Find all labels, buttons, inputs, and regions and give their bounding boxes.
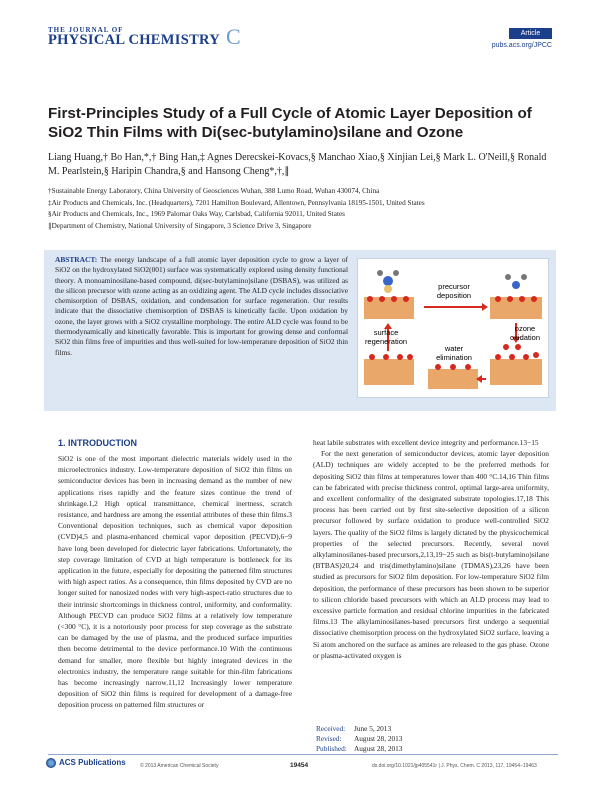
acs-icon <box>46 758 56 768</box>
label-precursor: precursor <box>438 282 470 291</box>
affiliation: †Sustainable Energy Laboratory, China University of Geosciences Wuhan, 388 Lumo Road, Wuhan 430074, China <box>48 187 380 195</box>
slab-top-left <box>364 270 414 319</box>
label-ozone: ozone <box>514 324 536 333</box>
citation[interactable]: dx.doi.org/10.1021/jp405541r | J. Phys. Chem. C 2013, 117, 19454−19463 <box>372 763 537 769</box>
ald-cycle-diagram <box>358 259 548 397</box>
abstract-label: ABSTRACT: <box>55 255 98 264</box>
body-column-left <box>58 453 292 711</box>
paragraph: heat labile substrates with excellent device integrity and performance.13−15 <box>313 438 539 447</box>
label-regeneration: regeneration <box>364 337 408 346</box>
journal-line1: THE JOURNAL OF <box>48 26 124 34</box>
affiliation: §Air Products and Chemicals, Inc., 1969 Palomar Oaks Way, Carlsbad, California 92011, United States <box>48 210 345 219</box>
author-list: Liang Huang,† Bo Han,*,† Bing Han,‡ Agnes Derecskei-Kovacs,§ Manchao Xiao,§ Xinjian Lei,§ Mark L. O'Neill,§ Ronald M. Pearlstein,§ Haripin Chandra,§ and Hansong Cheng*,†,∥ <box>48 152 547 177</box>
abstract-text: The energy landscape of a full atomic layer deposition cycle to grow a layer of SiO2 on the hydroxylated SiO2(001) surface was systematically explored using density functional theory. A monoaminosilane-based compound, di(sec-butylamino)silane (DSBAS), was utilized as the silicon precursor with ozone acting as an oxidizing agent. The ALD cycle includes dissociative chemisorption of DSBAS, oxidation, and condensation for surface regeneration. Our results indicate that the dissociative chemisorption of DSBAS is kinetically facile. Upon oxidation by ozone, the layer grows with a SiO2 crystalline morphology. The entire ALD cycle was found to be thermodynamically and kinetically favorable. This is important for growing dense and conformal SiO2 thin films free of impurities and thus well-suited for low-temperature deposition of SiO2 thin films. <box>55 255 349 357</box>
article-badge: Article <box>509 28 552 39</box>
date-received: Received: June 5, 2013 <box>316 724 392 733</box>
journal-line2: PHYSICAL CHEMISTRY <box>48 32 221 48</box>
body-column-right <box>313 437 549 661</box>
journal-logo <box>48 24 241 49</box>
slab-bottom-right <box>490 344 542 385</box>
journal-url[interactable]: pubs.acs.org/JPCC <box>491 42 552 49</box>
copyright: © 2013 American Chemical Society <box>140 763 219 769</box>
label-deposition: deposition <box>436 291 472 300</box>
paragraph: For the next generation of semiconductor devices, atomic layer deposition (ALD) techniques are widely accepted to be the preferred methods for depositing SiO2 thin films at temperatures lower than 400 °C.14,16 Thin films can be fabricated with precise thickness control, optimal large-area uniformity, and excellent conformality of the designated substrate topologies.17,18 This process has been carried out by first site-selective deposition of a silicon precursor followed by surface oxidation to produce well-controlled SiO2 layers. The quality of the SiO2 films is largely dictated by the physicochemical properties of the selected precursors. Recently, several novel alkylaminosilanes-based precursors,2,13,19−25 such as bis(t-butylamino)silane (BTBAS)20,24 and tris(dimethylamino)silane (TDMAS),23,26 have been studied as precursors for SiO2 film deposition. For low-temperature SiO2 film deposition, the performance of these precursors has been shown to be superior to silicon chloride based precursors with which an ALD process may lead to excessive particle formation and residual chlorine impurities in the fabricated films.13 The alkylaminosilanes-based precursors first undergo a sequential dissociative chemisorption process on the hydroxylated SiO2 surface, leaving a Si atom anchored on the surface as amines are released to the gas phase. Ozone or plasma-activated oxygen is <box>313 449 549 660</box>
label-surface: surface <box>373 328 399 337</box>
slab-top-right <box>490 274 542 319</box>
section-heading-introduction: 1. INTRODUCTION <box>58 438 138 448</box>
toc-graphic <box>357 258 549 398</box>
label-water: water <box>444 344 464 353</box>
page-number: 19454 <box>290 762 309 769</box>
label-oxidation: oxidation <box>509 333 541 342</box>
paragraph: SiO2 is one of the most important dielectric materials widely used in the microelectronics industry. Low-temperature deposition of SiO2 thin films on semiconductor devices has been in increasing demand as the number of new applications rises rapidly and the feature sizes continue the trend of shrinkage.1,2 High optical transmittance, chemical inertness, scratch resistance, and hardness are among the essential attributes of these thin films.3 Conventional deposition techniques, such as chemical vapor deposition (CVD)4,5 and plasma-enhanced chemical vapor deposition (PECVD),6−9 have long been developed for dielectric layer fabrications. Unfortunately, the step coverage limitation of CVD at high temperature is bottleneck for its application in the future, especially for depositing the patterned film structures with high aspect ratios. As a consequence, thin films deposited by CVD are no longer suited for nanosized nodes with very high-aspect-ratio structures due to their intrinsic shortcomings in thickness control, uniformity, and conformality. Although PECVD can produce SiO2 films at a relatively low temperature (<300 °C), it is a notoriously poor process for step coverage as the substrate can be damaged by the use of plasma, and the produced surface impurities then become detrimental to the device performance.10 With the continuous demand for smaller, more flexible but highly integrated devices in the electronics industry, the temperature range suitable for thin-film fabrications has become increasingly narrow.11,12 Increasingly lower temperature deposition of SiO2 thin films is required for development of a damage-free deposition process on patterned film structures or <box>58 454 292 710</box>
journal-letter: C <box>226 24 241 49</box>
paper-title: First-Principles Study of a Full Cycle of Atomic Layer Deposition of SiO2 Thin Films with Di(sec-butylamino)silane and Ozone <box>48 105 532 141</box>
abstract <box>55 255 348 358</box>
footer-divider <box>48 754 558 755</box>
affiliation: ‡Air Products and Chemicals, Inc. (Headquarters), 7201 Hamilton Boulevard, Allentown, Pennsylvania 18195-1501, United States <box>48 198 425 207</box>
publication-dates <box>316 724 402 755</box>
date-revised: Revised: August 28, 2013 <box>316 734 403 744</box>
slab-bottom-left <box>364 354 414 385</box>
date-published: Published: August 28, 2013 <box>316 744 403 754</box>
affiliations <box>48 186 558 232</box>
affiliation: ∥Department of Chemistry, National University of Singapore, 3 Science Drive 3, Singapore <box>48 221 312 230</box>
acs-publications-logo[interactable]: ACS Publications <box>46 758 126 768</box>
label-elimination: elimination <box>436 353 472 362</box>
slab-bottom-center <box>428 364 478 389</box>
